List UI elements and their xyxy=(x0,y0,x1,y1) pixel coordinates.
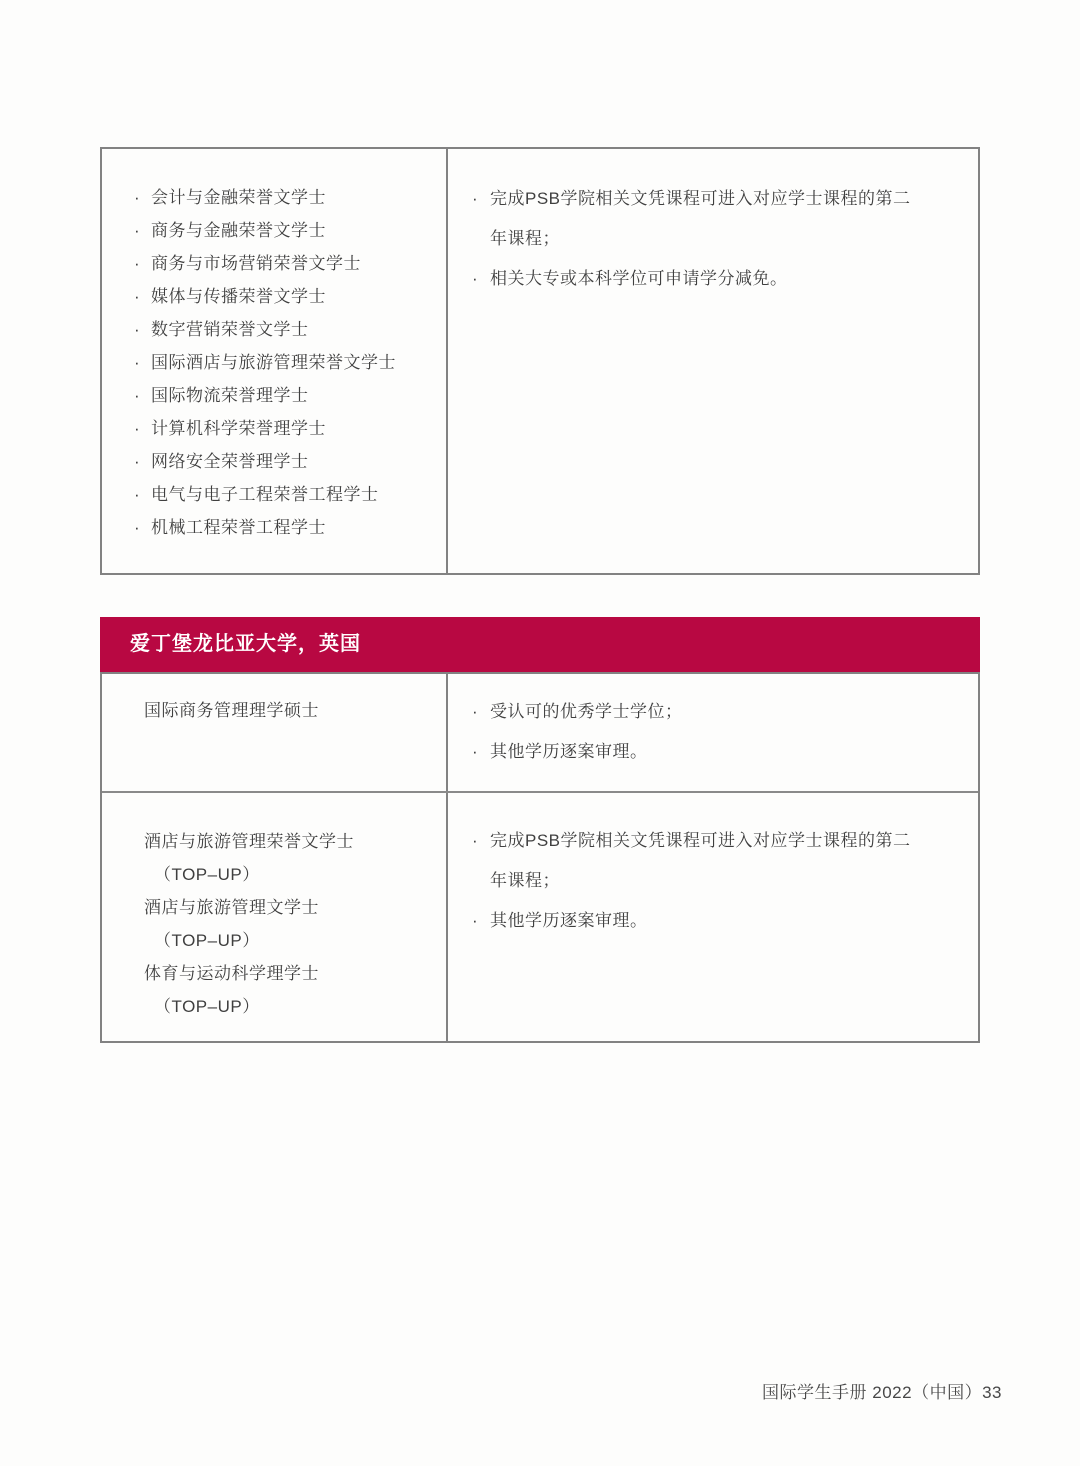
table-row xyxy=(102,793,978,1041)
program-label: 电气与电子工程荣誉工程学士 xyxy=(151,485,379,504)
list-item xyxy=(134,280,436,313)
program-label-topup: （TOP–UP） xyxy=(154,931,260,950)
bullet-icon: · xyxy=(134,518,141,537)
list-item xyxy=(134,313,436,346)
napier-programs-table xyxy=(100,672,980,1043)
list-item xyxy=(134,379,436,412)
list-item xyxy=(134,181,436,214)
bullet-icon: · xyxy=(134,485,141,504)
program-label: 酒店与旅游管理文学士 xyxy=(144,898,319,917)
requirements-list xyxy=(448,149,978,299)
requirement-text: 完成PSB学院相关文凭课程可进入对应学士课程的第二 年课程； xyxy=(490,831,911,890)
bullet-icon: · xyxy=(134,188,141,207)
bullet-icon: · xyxy=(472,742,479,761)
requirement-text: 完成PSB学院相关文凭课程可进入对应学士课程的第二 年课程； xyxy=(490,189,911,248)
bullet-icon: · xyxy=(134,386,141,405)
requirements-cell xyxy=(448,674,978,791)
bullet-icon: · xyxy=(134,254,141,273)
requirement-text: 其他学历逐案审理。 xyxy=(490,911,648,930)
program-label: 酒店与旅游管理荣誉文学士 xyxy=(144,832,354,851)
program-list xyxy=(102,674,446,727)
program-label: 数字营销荣誉文学士 xyxy=(151,320,309,339)
university-name: 爱丁堡龙比亚大学，英国 xyxy=(130,633,361,655)
bullet-icon: · xyxy=(472,831,479,850)
page-footer: 国际学生手册 2022（中国）33 xyxy=(762,1383,1002,1402)
bullet-icon: · xyxy=(134,287,141,306)
list-item xyxy=(472,179,962,259)
program-cell xyxy=(102,674,448,791)
program-label: 机械工程荣誉工程学士 xyxy=(151,518,326,537)
program-label: 会计与金融荣誉文学士 xyxy=(151,188,326,207)
program-cell xyxy=(102,793,448,1041)
bullet-icon: · xyxy=(134,320,141,339)
requirements-list xyxy=(448,674,978,772)
list-item xyxy=(472,821,962,901)
list-item xyxy=(134,346,436,379)
bullet-icon: · xyxy=(472,189,479,208)
program-label-topup: （TOP–UP） xyxy=(154,997,260,1016)
program-label: 商务与金融荣誉文学士 xyxy=(151,221,326,240)
list-item xyxy=(134,247,436,280)
program-label: 计算机科学荣誉理学士 xyxy=(151,419,326,438)
list-item xyxy=(472,732,962,772)
program-label: 商务与市场营销荣誉文学士 xyxy=(151,254,361,273)
list-item xyxy=(134,511,436,544)
bullet-icon: · xyxy=(472,911,479,930)
program-label-topup: （TOP–UP） xyxy=(154,865,260,884)
list-item xyxy=(134,478,436,511)
bullet-icon: · xyxy=(134,353,141,372)
requirements-cell xyxy=(448,149,978,573)
bullet-icon: · xyxy=(472,702,479,721)
list-item xyxy=(134,445,436,478)
psb-programs-table xyxy=(100,147,980,575)
program-label: 国际物流荣誉理学士 xyxy=(151,386,309,405)
program-label: 网络安全荣誉理学士 xyxy=(151,452,309,471)
program-list xyxy=(102,793,446,1023)
program-label: 体育与运动科学理学士 xyxy=(144,964,319,983)
program-label: 媒体与传播荣誉文学士 xyxy=(151,287,326,306)
requirement-text: 相关大专或本科学位可申请学分减免。 xyxy=(490,269,788,288)
table-row xyxy=(102,149,978,573)
requirement-text: 受认可的优秀学士学位； xyxy=(490,702,683,721)
list-item xyxy=(134,214,436,247)
bullet-icon: · xyxy=(134,221,141,240)
bullet-icon: · xyxy=(472,269,479,288)
programs-list xyxy=(102,149,446,544)
list-item xyxy=(134,412,436,445)
table-row xyxy=(102,674,978,793)
requirement-text: 其他学历逐案审理。 xyxy=(490,742,648,761)
bullet-icon: · xyxy=(134,419,141,438)
list-item xyxy=(472,901,962,941)
requirements-cell xyxy=(448,793,978,1041)
university-header xyxy=(100,617,980,672)
program-label: 国际商务管理理学硕士 xyxy=(144,701,319,720)
list-item xyxy=(472,692,962,732)
programs-cell xyxy=(102,149,448,573)
program-label: 国际酒店与旅游管理荣誉文学士 xyxy=(151,353,396,372)
bullet-icon: · xyxy=(134,452,141,471)
requirements-list xyxy=(448,793,978,941)
list-item xyxy=(472,259,962,299)
